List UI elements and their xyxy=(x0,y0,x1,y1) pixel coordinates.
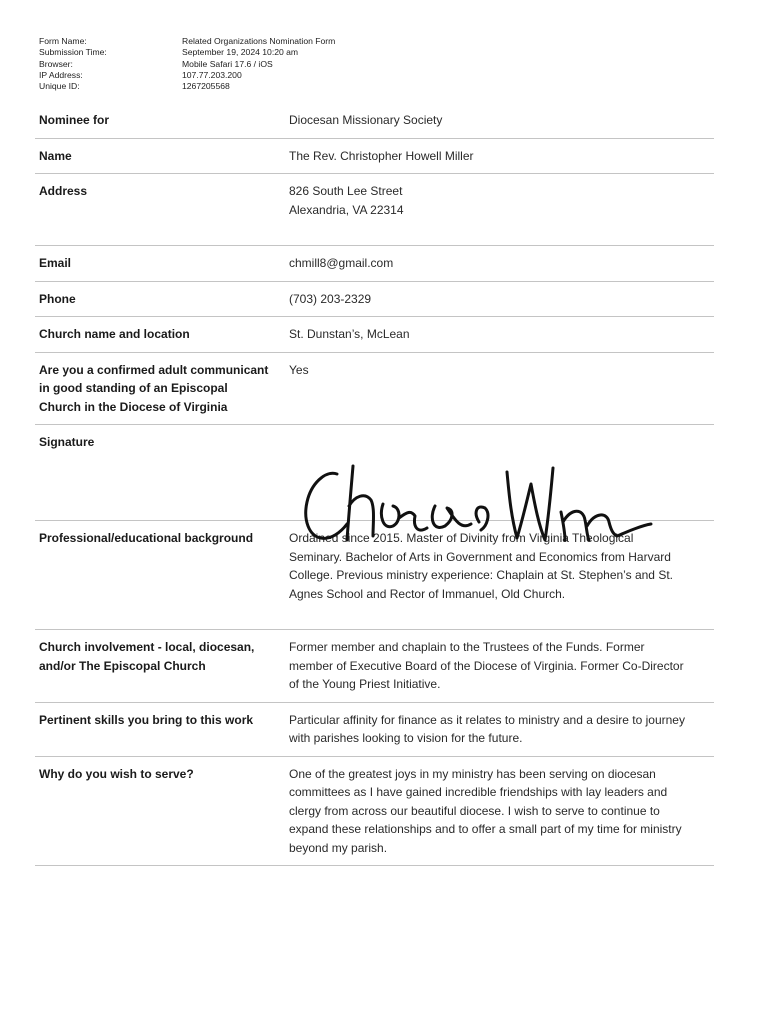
field-value xyxy=(289,529,710,603)
meta-ip-address xyxy=(39,70,335,81)
field-label xyxy=(39,638,289,694)
value-line: expand these relationships and to offer a small part of my time for ministry xyxy=(289,822,682,836)
row-address xyxy=(35,174,714,246)
field-label xyxy=(39,361,289,417)
value-line: of the Young Priest Initiative. xyxy=(289,677,441,691)
meta-key: IP Address: xyxy=(39,69,83,80)
field-value: Yes xyxy=(289,362,309,377)
label-line: Are you a confirmed adult communicant xyxy=(39,362,269,377)
form-fields xyxy=(35,103,714,866)
meta-value: September 19, 2024 10:20 am xyxy=(182,47,299,58)
field-label: Nominee for xyxy=(39,113,110,127)
value-line: Particular affinity for finance as it relates to ministry and a desire to journey xyxy=(289,712,685,727)
field-label: Email xyxy=(39,256,72,270)
meta-browser xyxy=(39,59,335,70)
value-line: Agnes School and Rector of Immanuel, Old Church. xyxy=(289,586,566,601)
field-value xyxy=(289,182,710,219)
row-nominee-for xyxy=(35,103,714,139)
field-value: (703) 203-2329 xyxy=(289,291,372,306)
field-label: Address xyxy=(39,184,88,198)
field-label: Pertinent skills you bring to this work xyxy=(39,712,254,727)
meta-form-name xyxy=(39,36,335,47)
meta-value: Related Organizations Nomination Form xyxy=(182,36,336,46)
field-label: Phone xyxy=(39,291,76,306)
row-phone xyxy=(35,282,714,318)
row-why-serve xyxy=(35,757,714,867)
meta-value: 107.77.203.200 xyxy=(182,69,242,80)
meta-value: 1267205568 xyxy=(182,81,230,92)
field-label: Name xyxy=(39,148,72,163)
label-line: in good standing of an Episcopal xyxy=(39,381,228,395)
field-value xyxy=(289,765,710,858)
field-value xyxy=(289,711,710,748)
value-line: beyond my parish. xyxy=(289,840,388,855)
label-line: Church involvement - local, diocesan, xyxy=(39,640,255,654)
meta-key: Form Name: xyxy=(39,36,87,46)
meta-value: Mobile Safari 17.6 / iOS xyxy=(182,58,273,69)
value-line: member of Executive Board of the Diocese of Virginia. Former Co-Director xyxy=(289,658,684,673)
meta-submission-time xyxy=(39,47,335,58)
value-line: Seminary. Bachelor of Arts in Government and Economics from Harvard xyxy=(289,549,671,564)
value-line: College. Previous ministry experience: Chaplain at St. Stephen’s and St. xyxy=(289,568,673,582)
label-line: Church in the Diocese of Virginia xyxy=(39,399,228,414)
value-line: One of the greatest joys in my ministry has been serving on diocesan xyxy=(289,766,656,781)
field-label: Professional/educational background xyxy=(39,531,254,545)
value-line: clergy from across our beautiful diocese. I wish to serve to continue to xyxy=(289,803,660,818)
address-line-1: 826 South Lee Street xyxy=(289,184,403,198)
row-skills xyxy=(35,703,714,757)
row-church xyxy=(35,317,714,353)
field-value: The Rev. Christopher Howell Miller xyxy=(289,148,474,163)
value-line: Ordained since 2015. Master of Divinity from Virginia Theological xyxy=(289,531,634,545)
label-line: and/or The Episcopal Church xyxy=(39,658,206,673)
field-label: Why do you wish to serve? xyxy=(39,766,194,781)
submission-metadata xyxy=(39,36,335,92)
row-signature xyxy=(35,425,714,521)
field-label: Church name and location xyxy=(39,327,190,341)
row-communicant xyxy=(35,353,714,426)
field-value: St. Dunstan’s, McLean xyxy=(289,327,410,341)
row-background xyxy=(35,521,714,630)
field-value: Diocesan Missionary Society xyxy=(289,113,443,127)
row-involvement xyxy=(35,630,714,703)
field-value: chmill8@gmail.com xyxy=(289,256,394,270)
field-label: Signature xyxy=(39,435,95,449)
row-email xyxy=(35,246,714,282)
meta-key: Unique ID: xyxy=(39,81,80,92)
address-line-2: Alexandria, VA 22314 xyxy=(289,202,404,217)
value-line: with parishes looking to vision for the future. xyxy=(289,731,523,745)
meta-key: Browser: xyxy=(39,58,73,69)
field-value xyxy=(289,638,710,694)
value-line: committees as I have gained incredible friendships with lay leaders and xyxy=(289,785,668,799)
row-name xyxy=(35,139,714,175)
meta-unique-id xyxy=(39,81,335,92)
value-line: Former member and chaplain to the Trustees of the Funds. Former xyxy=(289,640,645,654)
meta-key: Submission Time: xyxy=(39,47,107,58)
